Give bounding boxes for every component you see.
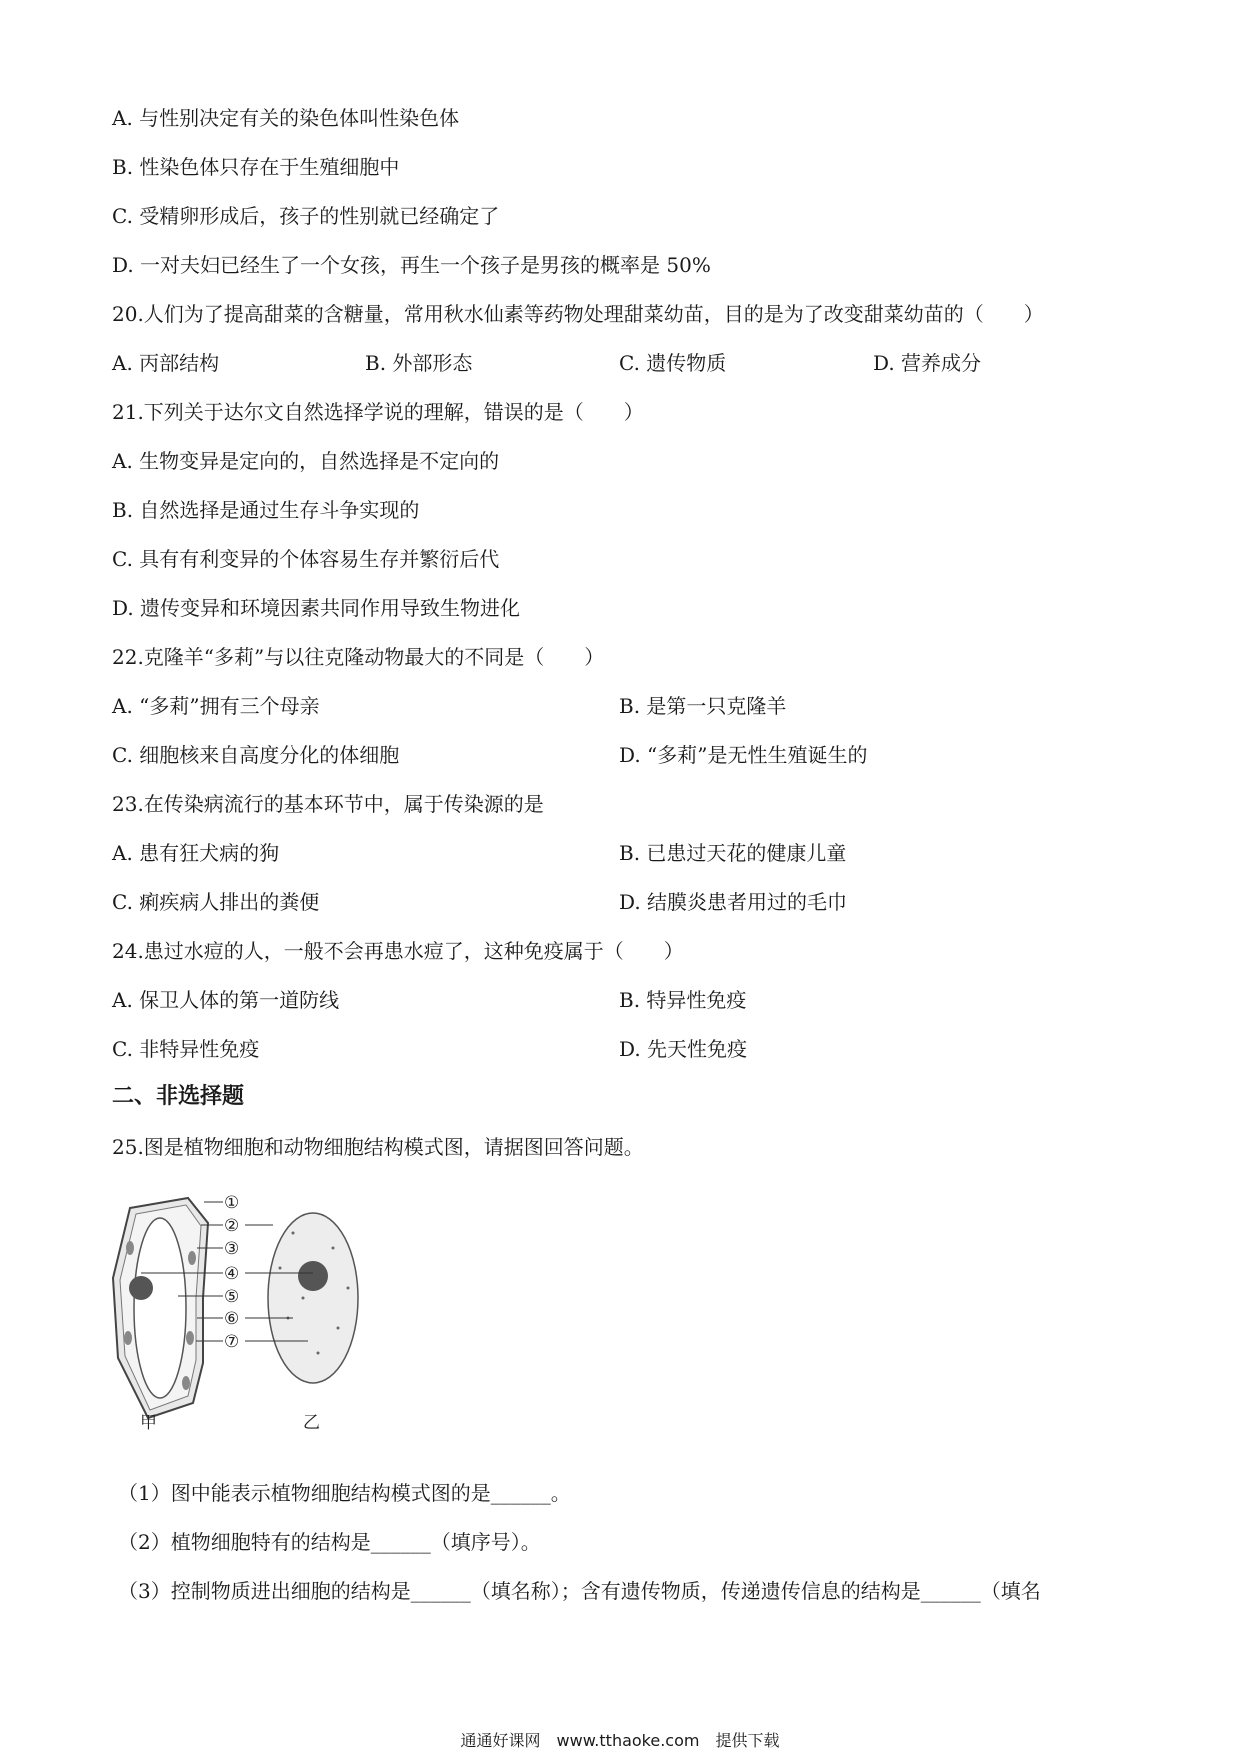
label-6: ⑥	[224, 1309, 240, 1329]
q20-stem: 20.人们为了提高甜菜的含糖量，常用秋水仙素等药物处理甜菜幼苗，目的是为了改变甜菜幼苗的（ ）	[112, 302, 1044, 326]
q21-option-a: A. 生物变异是定向的，自然选择是不定向的	[112, 449, 500, 473]
cell-structure-figure	[108, 1188, 408, 1433]
label-7: ⑦	[224, 1332, 240, 1352]
q23-stem: 23.在传染病流行的基本环节中，属于传染源的是	[112, 792, 544, 816]
q19-option-c: C. 受精卵形成后，孩子的性别就已经确定了	[112, 204, 500, 228]
caption-right: 乙	[303, 1413, 320, 1433]
q23-option-d: D. 结膜炎患者用过的毛巾	[619, 890, 848, 914]
vacuole	[134, 1218, 186, 1398]
q19-option-b: B. 性染色体只存在于生殖细胞中	[112, 155, 400, 179]
q24-option-b: B. 特异性免疫	[619, 988, 747, 1012]
q19-option-d: D. 一对夫妇已经生了一个女孩，再生一个孩子是男孩的概率是 50%	[112, 253, 711, 277]
q25-stem: 25.图是植物细胞和动物细胞结构模式图，请据图回答问题。	[112, 1135, 644, 1159]
q22-option-d: D. “多莉”是无性生殖诞生的	[619, 743, 868, 767]
q25-sub3: （3）控制物质进出细胞的结构是______（填名称）；含有遗传物质，传递遗传信息的结构是______（填名	[118, 1579, 1041, 1603]
q25-sub1: （1）图中能表示植物细胞结构模式图的是______。	[118, 1481, 571, 1505]
q21-stem: 21.下列关于达尔文自然选择学说的理解，错误的是（ ）	[112, 400, 644, 424]
q24-stem: 24.患过水痘的人，一般不会再患水痘了，这种免疫属于（ ）	[112, 939, 684, 963]
q20-option-c: C. 遗传物质	[619, 351, 727, 375]
q22-option-c: C. 细胞核来自高度分化的体细胞	[112, 743, 400, 767]
label-2: ②	[224, 1216, 240, 1236]
label-3: ③	[224, 1239, 240, 1259]
q24-option-a: A. 保卫人体的第一道防线	[112, 988, 340, 1012]
q19-option-a: A. 与性别决定有关的染色体叫性染色体	[112, 106, 460, 130]
q22-option-b: B. 是第一只克隆羊	[619, 694, 787, 718]
chloroplast	[188, 1251, 196, 1265]
q21-option-d: D. 遗传变异和环境因素共同作用导致生物进化	[112, 596, 521, 620]
cell-diagram	[108, 1188, 408, 1433]
cytoplasm-dot	[317, 1352, 320, 1355]
q24-option-c: C. 非特异性免疫	[112, 1037, 260, 1061]
q23-option-a: A. 患有狂犬病的狗	[112, 841, 280, 865]
cytoplasm-dot	[332, 1247, 335, 1250]
q20-option-d: D. 营养成分	[873, 351, 982, 375]
cytoplasm-dot	[279, 1267, 282, 1270]
animal-nucleus	[298, 1261, 328, 1291]
cytoplasm-dot	[337, 1327, 340, 1330]
chloroplast	[182, 1376, 190, 1390]
chloroplast	[126, 1241, 134, 1255]
plant-nucleus	[129, 1276, 153, 1300]
section-heading: 二、非选择题	[112, 1084, 245, 1109]
label-1: ①	[224, 1193, 240, 1213]
q22-stem: 22.克隆羊“多莉”与以往克隆动物最大的不同是（ ）	[112, 645, 605, 669]
cytoplasm-dot	[292, 1232, 295, 1235]
q21-option-b: B. 自然选择是通过生存斗争实现的	[112, 498, 420, 522]
q23-option-b: B. 已患过天花的健康儿童	[619, 841, 847, 865]
cytoplasm-dot	[347, 1287, 350, 1290]
animal-cell	[268, 1213, 358, 1383]
chloroplast	[186, 1331, 194, 1345]
label-4: ④	[224, 1264, 240, 1284]
caption-left: 甲	[140, 1413, 157, 1433]
q25-sub2: （2）植物细胞特有的结构是______（填序号）。	[118, 1530, 541, 1554]
q21-option-c: C. 具有有利变异的个体容易生存并繁衍后代	[112, 547, 500, 571]
chloroplast	[124, 1331, 132, 1345]
cytoplasm-dot	[302, 1297, 305, 1300]
q23-option-c: C. 痢疾病人排出的粪便	[112, 890, 320, 914]
q24-option-d: D. 先天性免疫	[619, 1037, 748, 1061]
q22-option-a: A. “多莉”拥有三个母亲	[112, 694, 320, 718]
q20-option-a: A. 丙部结构	[112, 351, 220, 375]
page-footer: 通通好课网 www.tthaoke.com 提供下载	[460, 1731, 780, 1750]
label-5: ⑤	[224, 1287, 240, 1307]
q20-option-b: B. 外部形态	[365, 351, 473, 375]
